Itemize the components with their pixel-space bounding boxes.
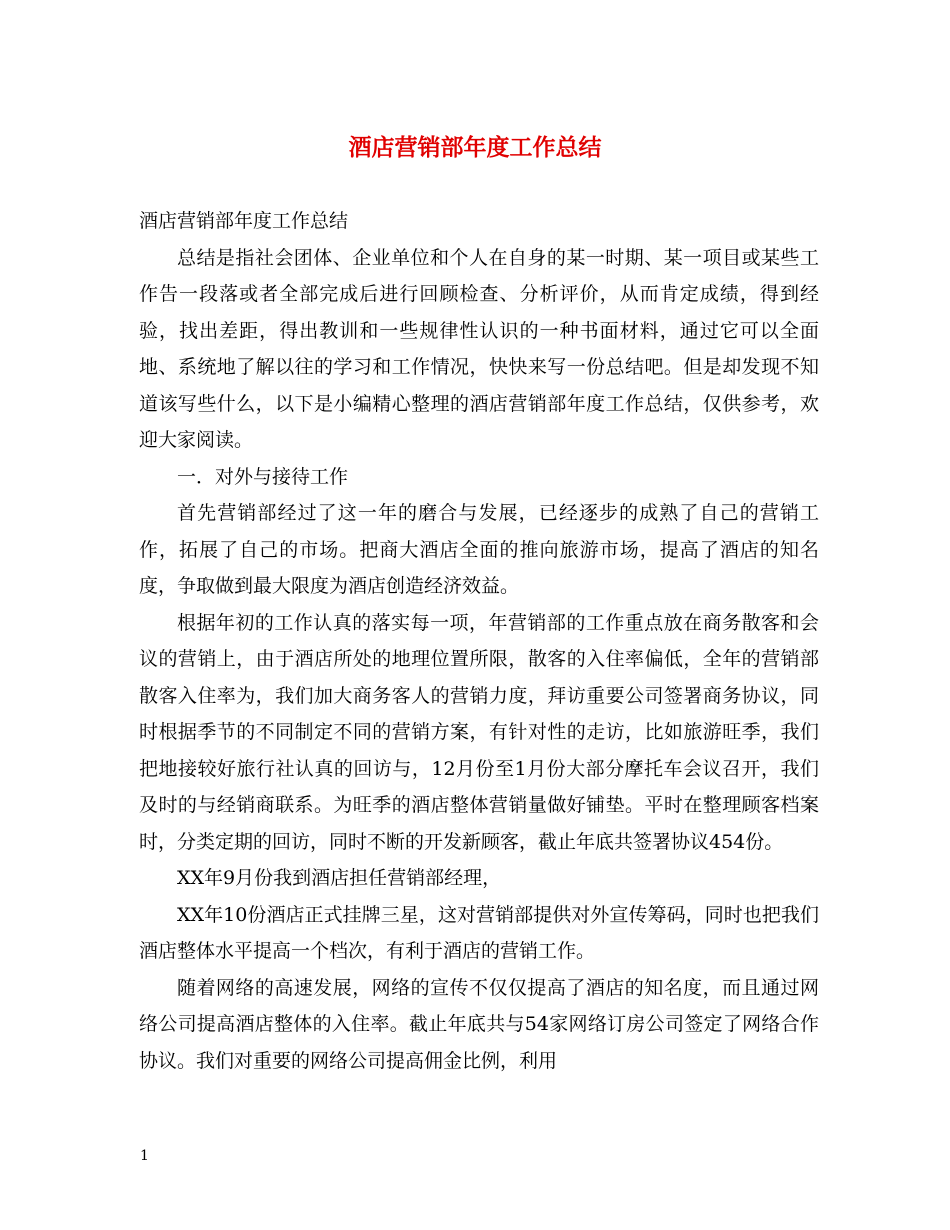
paragraph: XX年9月份我到酒店担任营销部经理， <box>177 867 502 889</box>
paragraph: 根据年初的工作认真的落实每一项，年营销部的工作重点放在商务散客和会议的营销上，由于酒店所处的地理位置所限，散客的入住率偏低，全年的营销部散客入住率为，我们加大商务客人的营销力度，拜访重要公司签署商务协议，同时根据季节的不同制定不同的营销方案，有针对性的走访，比如旅游旺季，我们把地接较好旅行社认真的回访与，12月份至1月份大部分摩托车会议召开，我们及时的与经销商联系。为旺季的酒店整体营销量做好铺垫。平时在整理顾客档案时，分类定期的回访，同时不断的开发新顾客，截止年底共签署协议454份。 <box>139 611 819 853</box>
section-heading: 一．对外与接待工作 <box>177 465 349 488</box>
paragraph: XX年10份酒店正式挂牌三星，这对营销部提供对外宣传筹码，同时也把我们酒店整体水平提高一个档次，有利于酒店的营销工作。 <box>139 903 819 962</box>
document-title: 酒店营销部年度工作总结 <box>348 134 602 161</box>
page-number: 1 <box>140 1148 149 1164</box>
paragraph: 随着网络的高速发展，网络的宣传不仅仅提高了酒店的知名度，而且通过网络公司提高酒店整体的入住率。截止年底共与54家网络订房公司签定了网络合作协议。我们对重要的网络公司提高佣金比例，利用 <box>139 976 819 1072</box>
paragraph-intro: 总结是指社会团体、企业单位和个人在自身的某一时期、某一项目或某些工作告一段落或者全部完成后进行回顾检查、分析评价，从而肯定成绩，得到经验，找出差距，得出教训和一些规律性认识的一种书面材料，通过它可以全面地、系统地了解以往的学习和工作情况，快快来写一份总结吧。但是却发现不知道该写些什么，以下是小编精心整理的酒店营销部年度工作总结，仅供参考，欢迎大家阅读。 <box>139 246 819 451</box>
document-body <box>139 203 819 1079</box>
paragraph-heading-line: 酒店营销部年度工作总结 <box>139 210 349 232</box>
paragraph: 首先营销部经过了这一年的磨合与发展，已经逐步的成熟了自己的营销工作，拓展了自己的市场。把商大酒店全面的推向旅游市场，提高了酒店的知名度，争取做到最大限度为酒店创造经济效益。 <box>139 502 819 597</box>
